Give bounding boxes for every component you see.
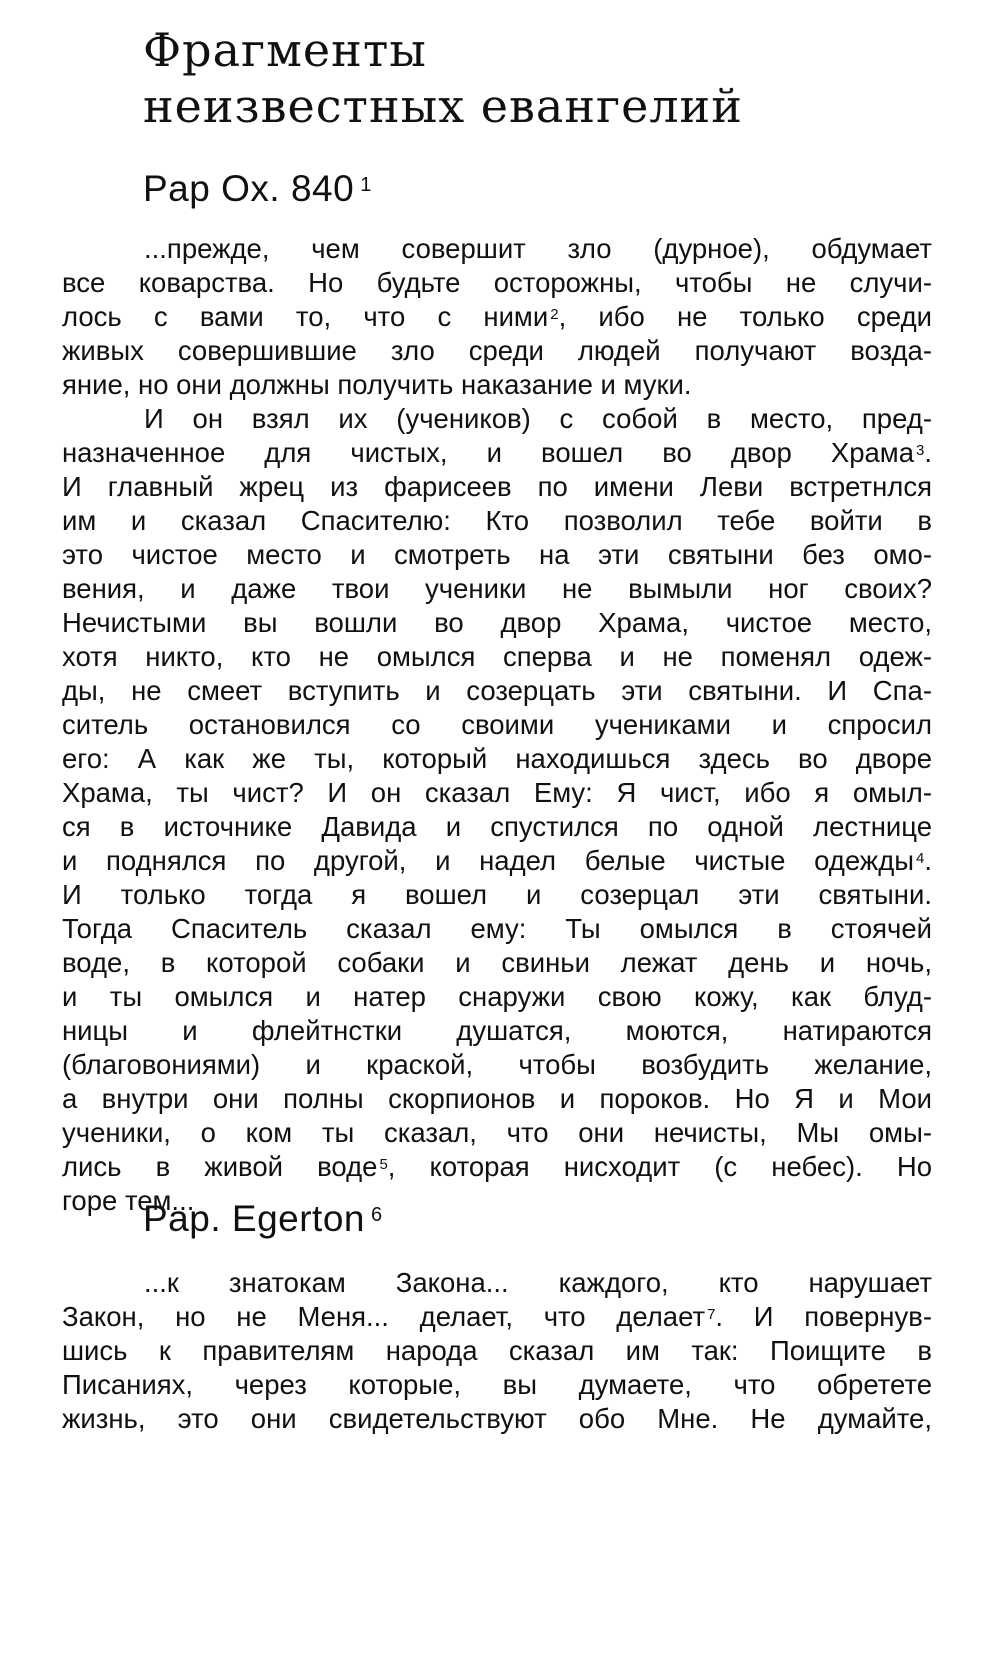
text-run: лось с вами то, что с ними xyxy=(62,301,549,332)
text-run: И только тогда я вошел и созерцал эти святыни. xyxy=(62,879,932,910)
text-line xyxy=(62,946,932,980)
text-line xyxy=(62,912,932,946)
text-line xyxy=(62,1368,932,1402)
text-line xyxy=(62,572,932,606)
text-line xyxy=(62,232,932,266)
text-line xyxy=(62,1150,932,1184)
section-heading-pap-ox xyxy=(143,167,372,211)
text-run: . xyxy=(924,845,932,876)
text-run: ся в источнике Давида и спустился по одной лестнице xyxy=(62,811,932,842)
text-run: . И повернув- xyxy=(715,1301,933,1332)
footnote-marker: 4 xyxy=(916,850,925,867)
text-run: лись в живой воде xyxy=(62,1151,378,1182)
paragraph xyxy=(62,402,932,1218)
footnote-marker: 6 xyxy=(370,1204,383,1226)
text-line xyxy=(62,708,932,742)
section-body-pap-ox xyxy=(62,232,932,1218)
text-run: Писаниях, через которые, вы думаете, что обретете xyxy=(62,1369,932,1400)
footnote-marker: 5 xyxy=(379,1156,388,1173)
text-line xyxy=(62,742,932,776)
text-run: Тогда Спаситель сказал ему: Ты омылся в стоячей xyxy=(62,913,932,944)
text-run: все коварства. Но будьте осторожны, чтобы не случи- xyxy=(62,267,932,298)
text-line xyxy=(62,810,932,844)
page-title xyxy=(143,22,743,134)
text-line xyxy=(62,266,932,300)
text-line xyxy=(62,368,932,402)
section-body-pap-egerton xyxy=(62,1266,932,1436)
text-run: Нечистыми вы вошли во двор Храма, чистое место, xyxy=(62,607,932,638)
text-line xyxy=(62,470,932,504)
footnote-marker: 3 xyxy=(916,442,925,459)
text-run: И главный жрец из фарисеев по имени Леви встретнлся xyxy=(62,471,932,502)
text-run: ученики, о ком ты сказал, что они нечисты, Мы омы- xyxy=(62,1117,932,1148)
text-run: И он взял их (учеников) с собой в место, пред- xyxy=(144,403,932,434)
page-title-line-2: неизвестных евангелий xyxy=(143,79,743,133)
page-title-line-1: Фрагменты xyxy=(143,23,427,77)
text-line xyxy=(62,1266,932,1300)
text-run: , которая нисходит (с небес). Но xyxy=(387,1151,932,1182)
paragraph xyxy=(62,1266,932,1436)
text-run: , ибо не только среди xyxy=(558,301,932,332)
text-run: шись к правителям народа сказал им так: Поищите в xyxy=(62,1335,932,1366)
text-run: . xyxy=(924,437,932,468)
section-heading-text: Pap Ox. 840 xyxy=(143,168,355,209)
footnote-marker: 7 xyxy=(707,1306,716,1323)
text-run: яние, но они должны получить наказание и муки. xyxy=(62,369,692,400)
text-run: живых совершившие зло среди людей получают возда- xyxy=(62,335,932,366)
text-line xyxy=(62,1116,932,1150)
text-run: ...к знатокам Закона... каждого, кто нарушает xyxy=(144,1267,932,1298)
text-line xyxy=(62,844,932,878)
text-line xyxy=(62,674,932,708)
text-line xyxy=(62,980,932,1014)
text-run: ницы и флейтнстки душатся, моются, натираются xyxy=(62,1015,932,1046)
text-line xyxy=(62,436,932,470)
footnote-marker: 2 xyxy=(550,306,559,323)
text-line xyxy=(62,1048,932,1082)
paragraph xyxy=(62,232,932,402)
text-run: хотя никто, кто не омылся сперва и не поменял одеж- xyxy=(62,641,932,672)
text-line xyxy=(62,300,932,334)
text-run: (благовониями) и краской, чтобы возбудить желание, xyxy=(62,1049,932,1080)
text-line xyxy=(62,1402,932,1436)
text-run: его: А как же ты, который находишься здесь во дворе xyxy=(62,743,932,774)
text-line xyxy=(62,776,932,810)
text-line xyxy=(62,1014,932,1048)
text-line xyxy=(62,538,932,572)
text-run: ситель остановился со своими учениками и спросил xyxy=(62,709,932,740)
footnote-marker: 1 xyxy=(360,174,372,196)
text-line xyxy=(62,640,932,674)
text-line xyxy=(62,878,932,912)
text-line xyxy=(62,606,932,640)
text-run: вения, и даже твои ученики не вымыли ног своих? xyxy=(62,573,932,604)
text-run: ...прежде, чем совершит зло (дурное), обдумает xyxy=(144,233,932,264)
text-run: ды, не смеет вступить и созерцать эти святыни. И Спа- xyxy=(62,675,932,706)
text-run: воде, в которой собаки и свиньи лежат день и ночь, xyxy=(62,947,932,978)
text-line xyxy=(62,1300,932,1334)
section-heading-pap-egerton xyxy=(143,1197,383,1241)
text-run: горе тем... xyxy=(62,1185,195,1216)
text-run: назначенное для чистых, и вошел во двор Храма xyxy=(62,437,915,468)
text-line xyxy=(62,334,932,368)
text-run: им и сказал Спасителю: Кто позволил тебе войти в xyxy=(62,505,932,536)
text-run: и ты омылся и натер снаружи свою кожу, как блуд- xyxy=(62,981,932,1012)
text-run: Храма, ты чист? И он сказал Ему: Я чист, ибо я омыл- xyxy=(62,777,932,808)
text-line xyxy=(62,402,932,436)
text-line xyxy=(62,1334,932,1368)
text-run: и поднялся по другой, и надел белые чистые одежды xyxy=(62,845,915,876)
text-run: Закон, но не Меня... делает, что делает xyxy=(62,1301,706,1332)
text-run: а внутри они полны скорпионов и пороков. Но Я и Мои xyxy=(62,1083,932,1114)
text-line xyxy=(62,1082,932,1116)
text-line xyxy=(62,504,932,538)
text-run: это чистое место и смотреть на эти святыни без омо- xyxy=(62,539,932,570)
text-run: жизнь, это они свидетельствуют обо Мне. Не думайте, xyxy=(62,1403,932,1434)
section-heading-text: Pap. Egerton xyxy=(143,1198,365,1239)
